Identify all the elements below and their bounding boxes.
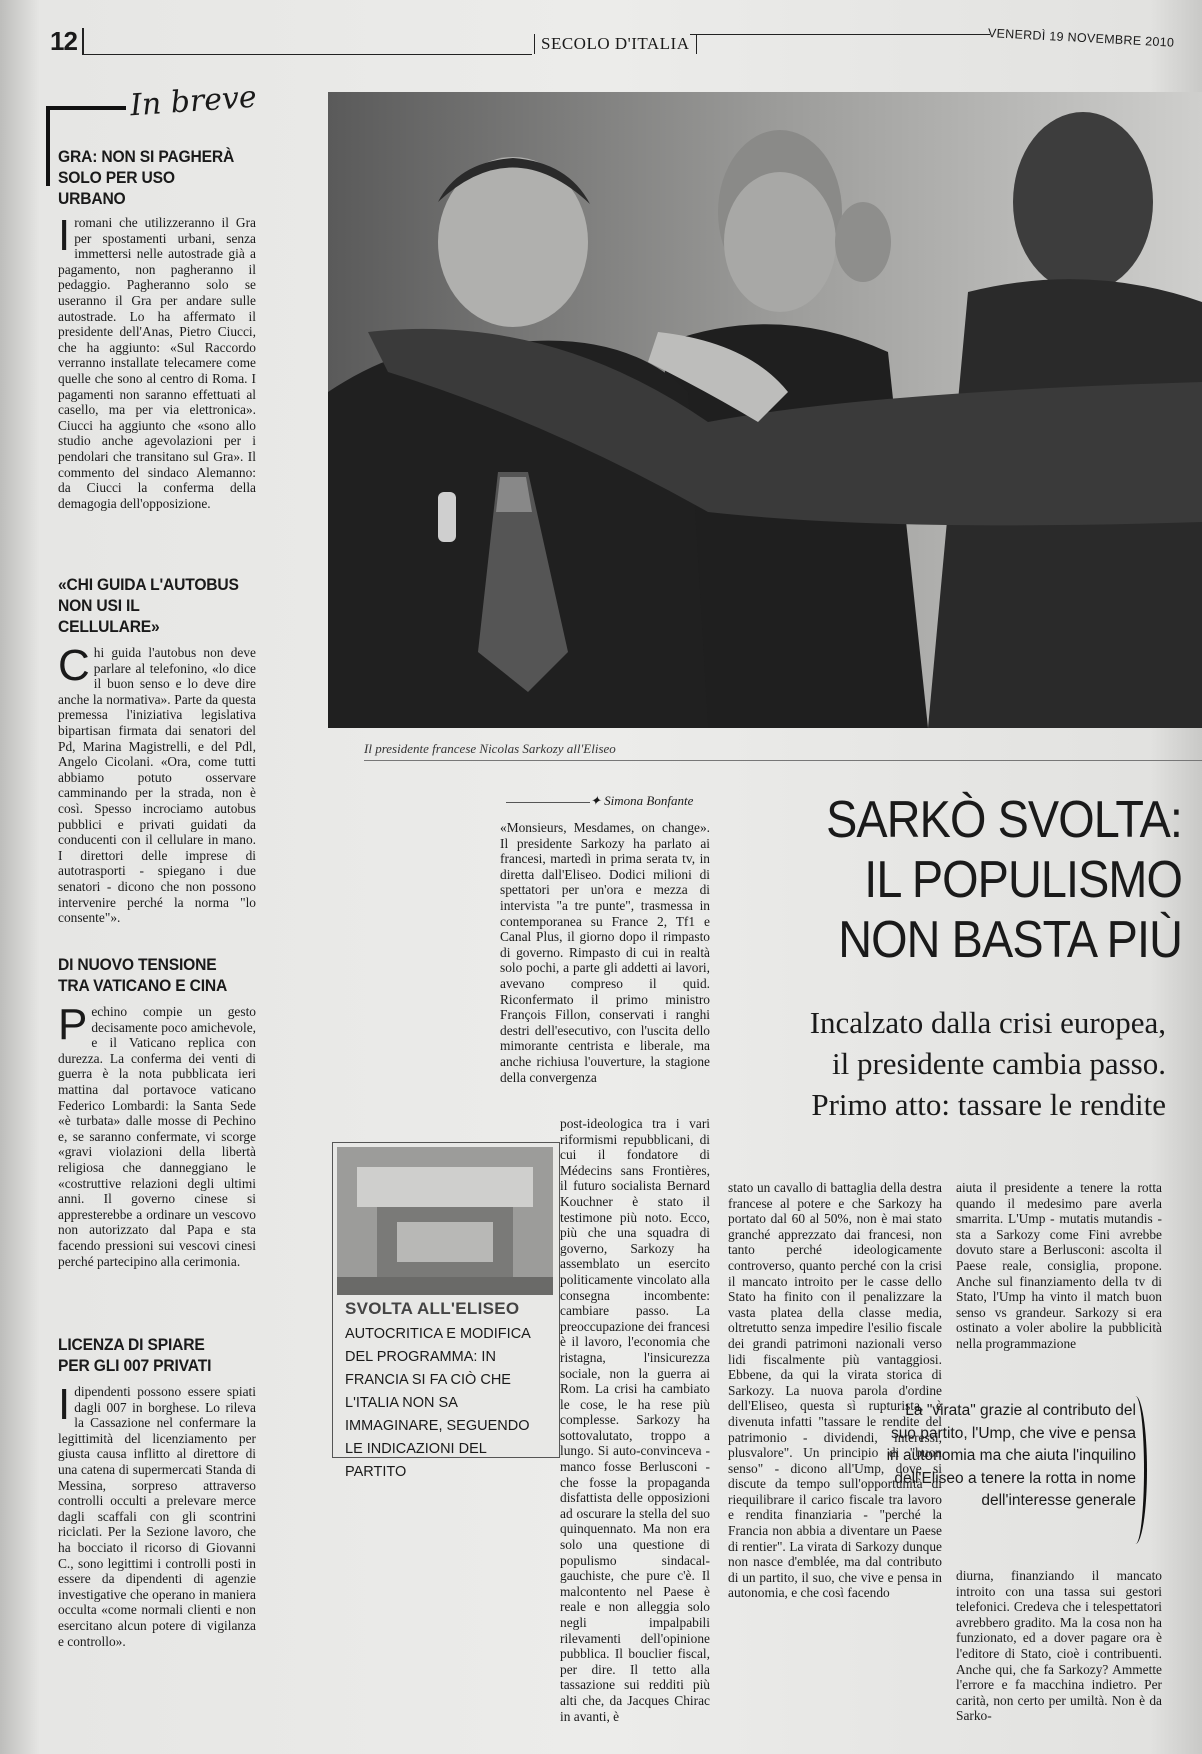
- brief-gra: [58, 146, 256, 511]
- brief-title: GRA: NON SI PAGHERÀ SOLO PER USO URBANO: [58, 147, 235, 208]
- byline: ✦ Simona Bonfante: [590, 793, 694, 808]
- brief-autobus: [58, 574, 256, 926]
- brief-007: [58, 1334, 256, 1649]
- article-text: diurna, finanziando il mancato introito con una tassa sui gestori telefonici. Credeva che i telespettatori avrebbero gradito. Ma la cosa non ha funzionato, ed a dover pagare ora è l'editore di Stato, cioè i contribuenti. Anche qui, che fa Sarkozy? Ammette l'errore e fa macchina indietro. Per carità, non certo per umiltà. Non è da Sarko-: [956, 1568, 1162, 1724]
- header-rule-left: [82, 28, 84, 54]
- article-col-3-top: [956, 1180, 1162, 1352]
- page-date: VENERDÌ 19 NOVEMBRE 2010: [987, 26, 1175, 50]
- brief-body: Chi guida l'autobus non deve parlare al telefonino, «lo dice il buon senso e lo deve dire anche la normativa». Parte da questa premessa l'iniziativa legislativa bipartisan firmata dai senatori del Pd, Marina Magistrelli, e del Pdl, Angelo Cicolani. «Ora, come tutti abbiamo potuto osservare camminando per la strada, non è così. Spesso incrociamo autobus pubblici e privati guidati da conducenti con il cellulare in mano. I direttori delle imprese di autotrasporti - spiegano i due senatori - dicono che non possono intervenire perché la norma "lo consente"».: [58, 641, 256, 926]
- main-photo: [328, 92, 1202, 728]
- brief-title: LICENZA DI SPIARE PER GLI 007 PRIVATI: [58, 1335, 212, 1375]
- article-col-2: [728, 1180, 942, 1601]
- drop-cap: I: [58, 211, 71, 260]
- article-text: stato un cavallo di battaglia della destra francese al potere e che Sarkozy ha portato dal 60 al 50%, non è mai stato granché apprezzato dai francesi, non tanto perché ideologicamente controverso, quanto perché con la crisi il mancato introito per le casse dello Stato ha finito con il penalizzare la vasta platea della classe media, oltretutto senza impedire l'esilio fiscale dei grandi patrimoni nazionali verso lidi fiscalmente più vantaggiosi. Ebbene, da qui la virata storica di Sarkozy. La nuova parola d'ordine dell'Eliseo, questa sì rupturista, è divenuta infatti "tassare le rendite del patrimonio - dividendi, interessi, plusvalore". Un principio di "buon senso" - dicono all'Ump, dove si discute da tempo sull'opportunità di riequilibrare il carico fiscale tra lavoro e rendita finanziaria - "perché la Francia non abbia a diventare un Paese di rentier". La virata di Sarkozy dunque non nasce d'emblée, ma dal contributo di un partito, il suo, che vive e pensa in autonomia, e che così facendo: [728, 1180, 942, 1601]
- masthead: SECOLO D'ITALIA: [534, 34, 697, 54]
- page-number: 12: [50, 26, 77, 56]
- pull-quote: La "virata" grazie al contributo del suo partito, l'Ump, che vive e pensa in autonomia ma che aiuta l'inquilino dell'Eliseo a tenere la rotta in nome dell'interesse generale: [886, 1402, 1136, 1509]
- article-text: post-ideologica tra i vari riformismi repubblicani, di cui il fondatore di Médecins sans Frontières, il futuro socialista Bernard Kouchner è stato il testimone più noto. Ecco, più che una squadra di governo, Sarkozy ha assemblato un esercito politicamente vincolato alla consegna incombente: cambiare passo. La preoccupazione dei francesi è il lavoro, l'economia che ristagna, l'insicurezza sociale, non la guerra ai Rom. La crisi ha cambiato le cose, le ha rese più complesse. Sarkozy ha sottovalutato, troppo a lungo. Si auto-convinceva - manco fosse Berlusconi - che fosse la propaganda disfattista delle opposizioni ad oscurare la stella del suo quinquennato. Ma non era solo una questione di populismo sindacal-gauchiste, che pure c'è. Il malcontento nel Paese è reale e non alleggia solo negli impalpabili rilevamenti dell'opinione pubblica. Il bouclier fiscal, per dire. Il tetto alla tassazione sui redditi più alti che, da Jacques Chirac in avanti, è: [560, 1116, 710, 1724]
- section-label: In breve: [128, 79, 258, 124]
- brief-body: Pechino compie un gesto decisamente poco amichevole, e il Vaticano replica con durezza. La conferma dei venti di guerra è la nota pubblicata ieri mattina dal portavoce vaticano Federico Lombardi: la Santa Sede «è turbata» dalle mosse di Pechino e, se saranno confermate, vi scorge «gravi violazioni della libertà religiosa che danneggiano le «costruttive relazioni degli ultimi anni. Il governo cinese si appresterebbe a ordinare un vescovo non autorizzato dal Papa e sta facendo pressioni sui vescovi cinesi perché partecipino alla cerimonia.: [58, 1000, 256, 1269]
- subhead: [722, 1002, 1166, 1125]
- drop-cap: C: [58, 641, 90, 690]
- brief-title: DI NUOVO TENSIONE TRA VATICANO E CINA: [58, 955, 228, 995]
- brief-vaticano: [58, 954, 256, 1269]
- article-text: «Monsieurs, Mesdames, on change». Il presidente Sarkozy ha parlato ai francesi, martedì in prima serata tv, in diretta dall'Eliseo. Dodici milioni di spettatori per un'ora e mezza di intervista "a tre punte", trasmessa in contemporanea su France 2, Tf1 e Canal Plus, il giorno dopo il rimpasto di governo. Rimpasto di cui in realtà solo pochi, a parte gli addetti ai lavori, avevano compreso il quid. Riconfermato il primo ministro François Fillon, conservati i ranghi destri dell'esecutivo, con l'uscita dello mimorante centrista e liberale, ma anche richiusa l'ouverture, la stagione della convergenza: [500, 820, 710, 1085]
- photo-caption: Il presidente francese Nicolas Sarkozy all'Eliseo: [364, 741, 616, 756]
- header-rule: [82, 54, 532, 55]
- subhead-line: il presidente cambia passo.: [831, 1046, 1166, 1081]
- headline: [768, 790, 1182, 970]
- box-title: SVOLTA ALL'ELISEO: [345, 1299, 520, 1318]
- headline-line: IL POPULISMO: [864, 851, 1182, 909]
- sidebar-bracket: [46, 106, 50, 186]
- drop-cap: I: [58, 1380, 71, 1429]
- caption-rule: [364, 760, 1202, 761]
- photo-illustration: [328, 92, 1202, 728]
- headline-line: SARKÒ SVOLTA:: [826, 791, 1182, 849]
- brief-body: Iromani che utilizzeranno il Gra per spostamenti urbani, senza immettersi nelle autostrade già a pagamento, non pagheranno il pedaggio. Pagheranno solo se useranno il Gra per andare sulle autostrade. Lo ha affermato il presidente dell'Anas, Pietro Ciucci, che ha aggiunto: «Sul Raccordo verranno installate telecamere come quelle che sono al centro di Roma. I pagamenti non saranno effettuati al casello, ma per via elettronica». Ciucci ha aggiunto che «sono allo studio anche agevolazioni per i pendolari che transitano sul Gra». Il commento del sindaco Alemanno: da Ciucci la conferma della demagogia dell'opposizione.: [58, 211, 256, 511]
- drop-cap: P: [58, 1000, 88, 1049]
- article-text: aiuta il presidente a tenere la rotta quando il medesimo pare averla smarrita. L'Ump - mutatis mutandis - sta a Sarkozy come Fini avrebbe dovuto stare a Berlusconi: ascolta il Paese reale, consiglia, propone. Anche sul finanziamento della tv di Stato, l'Ump ha vinto il match buon senso vs grandeur. Sarkozy si era ostinato a voler abolire la pubblicità nella programmazione: [956, 1180, 1162, 1351]
- box-text: AUTOCRITICA E MODIFICA DEL PROGRAMMA: IN FRANCIA SI FA CIÒ CHE L'ITALIA NON SA IMMAGINARE, SEGUENDO LE INDICAZIONI DEL PARTITO: [345, 1326, 531, 1480]
- brief-title: «CHI GUIDA L'AUTOBUS NON USI IL CELLULARE»: [58, 575, 239, 636]
- sidebar-bracket-top: [46, 106, 126, 110]
- eliseo-aerial-illustration: [337, 1147, 553, 1295]
- headline-line: NON BASTA PIÙ: [838, 911, 1182, 969]
- brief-body: Idipendenti possono essere spiati dagli 007 in borghese. Lo rileva la Cassazione nel confermare la legittimità del licenziamento per giusta causa inflitto al direttore di una catena di supermercati Standa di Messina, sorpreso attraverso controlli occulti a prelevare merce dagli scaffali con gli scontrini riciclati. Per la Sezione lavoro, che ha bocciato il ricorso di Giovanni C., sono legittimi i controlli posti in essere da dipendenti di agenzie investigative che operano in maniera occulta «come normali clienti e non esercitano alcun potere di vigilanza e controllo».: [58, 1380, 256, 1649]
- sidebar-box: [332, 1142, 560, 1480]
- subhead-line: Incalzato dalla crisi europea,: [809, 1005, 1166, 1040]
- article-col-3-bottom: [956, 1568, 1162, 1724]
- header-rule-right: [690, 34, 990, 35]
- subhead-line: Primo atto: tassare le rendite: [811, 1087, 1166, 1122]
- article-col-1-top: [500, 820, 710, 1085]
- byline-rule: [506, 802, 590, 803]
- pull-quote-bracket: [1124, 1396, 1147, 1544]
